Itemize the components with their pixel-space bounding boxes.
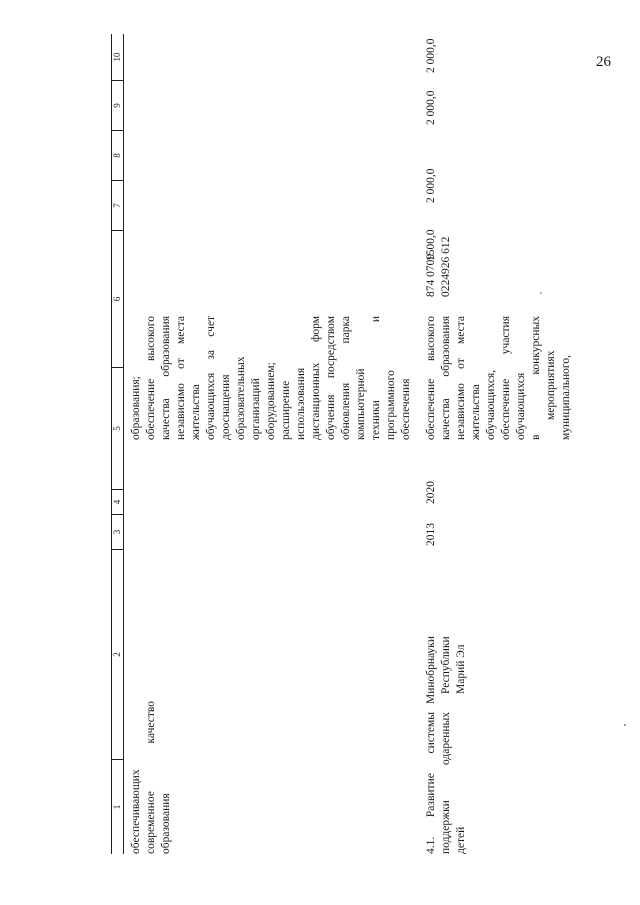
row-4-1-end-year: 2020	[425, 481, 437, 504]
text-line: обучающихся	[515, 372, 527, 440]
text-line: Марий Эл	[455, 644, 467, 694]
col-header-6: 6	[111, 230, 123, 367]
text-line: использования	[295, 367, 307, 440]
page-number: 26	[596, 54, 611, 70]
text-line: обеспечение высокого	[145, 316, 157, 440]
continued-task-name	[129, 701, 174, 854]
text-line: образования;	[130, 376, 142, 440]
row-4-1-value-2014: 2 000,0	[425, 168, 437, 203]
row-4-1-value-2013: 1500,0	[425, 229, 437, 261]
col-header-2: 2	[111, 549, 123, 759]
text-line: в конкурсных	[530, 316, 542, 440]
row-4-1-executor	[424, 594, 469, 704]
row-4-1-task-name	[424, 712, 469, 854]
text-line: организаций	[250, 378, 262, 440]
text-line: поддержки одаренных	[440, 712, 452, 854]
table-header-rule	[123, 34, 124, 854]
text-line: Республики	[440, 636, 452, 694]
program-table	[111, 34, 591, 854]
col-header-7: 7	[111, 180, 123, 230]
text-line: обеспечивающих	[130, 769, 142, 854]
row-4-1-value-2016: 2 000,0	[425, 38, 437, 73]
text-line: техники и	[370, 316, 382, 440]
text-line: дооснащения	[220, 374, 232, 440]
text-line: обучения посредством	[325, 316, 337, 440]
text-line: обучающихся за счет	[205, 316, 217, 440]
col-header-8: 8	[111, 130, 123, 180]
text-line: 874 0709	[425, 253, 437, 297]
text-line: независимо от места	[455, 316, 467, 440]
text-line: программного	[385, 370, 397, 440]
text-line: мероприятиях	[545, 350, 557, 420]
row-4-1-expected-results	[424, 316, 574, 440]
text-line: образовательных	[235, 356, 247, 440]
text-line: Минобрнауки	[425, 635, 437, 704]
text-line: дистанционных форм	[310, 316, 322, 440]
col-header-1: 1	[111, 759, 123, 854]
text-line: качества образования	[440, 316, 452, 440]
text-line: расширение	[280, 380, 292, 440]
text-line: 0224926 612	[440, 236, 452, 297]
text-line: детей	[455, 826, 467, 854]
col-header-4: 4	[111, 489, 123, 514]
text-line: обеспечение участия	[500, 316, 512, 440]
text-line: жительства	[190, 384, 202, 440]
col-header-3: 3	[111, 514, 123, 549]
text-line: обучающихся,	[485, 369, 497, 440]
text-line: обновления парка	[340, 316, 352, 440]
col-header-5: 5	[111, 367, 123, 489]
text-line: независимо от места	[175, 316, 187, 440]
row-4-1-start-year: 2013	[425, 523, 437, 546]
text-line: оборудованием;	[265, 362, 277, 440]
text-line: современное качество	[145, 701, 157, 854]
col-header-10: 10	[112, 52, 122, 62]
text-line: образования	[160, 793, 172, 854]
continued-expected-results	[129, 316, 414, 440]
col-header-9: 9	[111, 80, 123, 130]
text-line: жительства	[470, 384, 482, 440]
text-line: качества образования	[160, 316, 172, 440]
text-line: обеспечение высокого	[425, 316, 437, 440]
text-line: муниципального,	[560, 355, 572, 440]
scan-speck	[624, 724, 626, 726]
text-line: обеспечения	[400, 378, 412, 440]
row-4-1-value-2015: 2 000,0	[425, 90, 437, 125]
text-line: 4.1. Развитие системы	[425, 712, 437, 854]
text-line: компьютерной	[355, 368, 367, 440]
